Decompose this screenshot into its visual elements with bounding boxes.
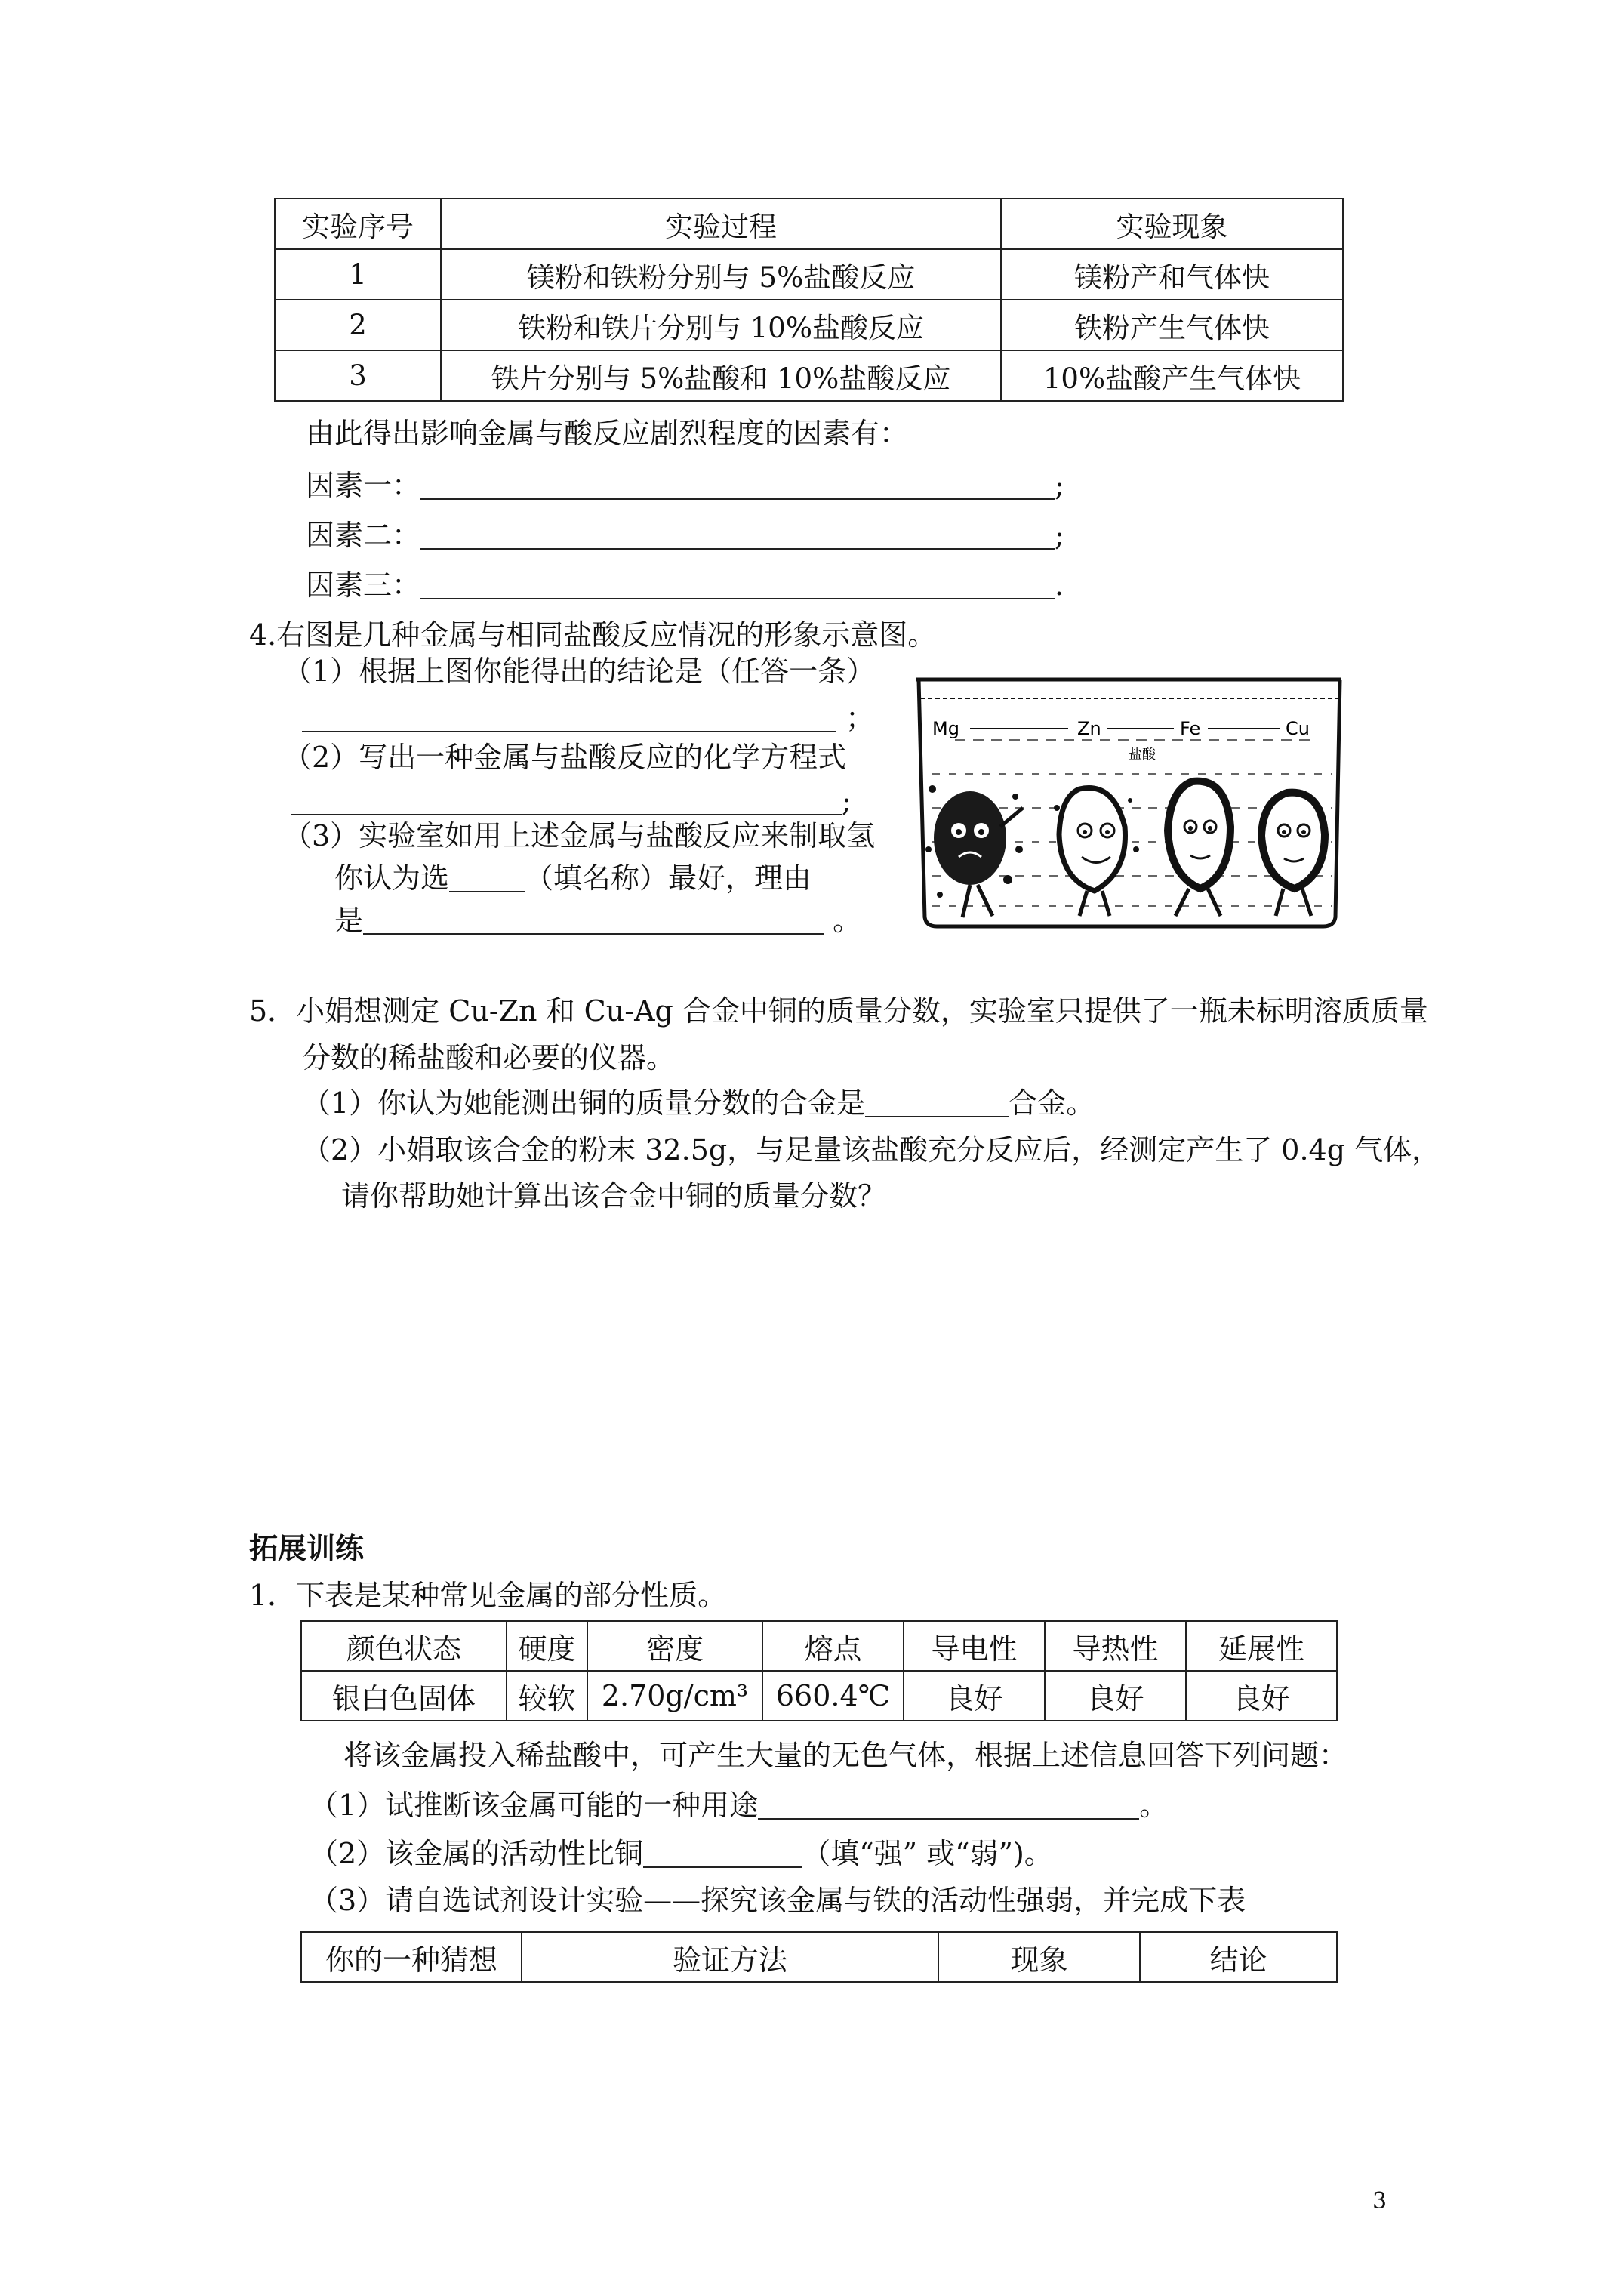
- mg-label: Mg: [932, 718, 959, 739]
- punct: .: [1055, 569, 1064, 602]
- text: （1）你认为她能测出铜的质量分数的合金是: [302, 1086, 866, 1120]
- q4-part3-line2: [334, 861, 812, 895]
- text: 是: [334, 904, 364, 937]
- text: （填“强” 或“弱”)。: [802, 1837, 1053, 1870]
- table-cell: 铁粉和铁片分别与 10%盐酸反应: [441, 300, 1001, 350]
- answer-blank[interactable]: [302, 702, 836, 732]
- answer-blank[interactable]: [449, 862, 525, 892]
- q5-part1: [302, 1086, 1095, 1120]
- q5-part2-line2: 请你帮助她计算出该合金中铜的质量分数？: [341, 1179, 887, 1213]
- zn-label: Zn: [1077, 718, 1101, 739]
- experiment-table: [274, 198, 1344, 402]
- table-header: 你的一种猜想: [301, 1932, 522, 1982]
- q5-title: 5．小娟想测定 Cu-Zn 和 Cu-Ag 合金中铜的质量分数，实验室只提供了一瓶未标明溶质质量: [249, 994, 1428, 1028]
- text: 合金。: [1009, 1086, 1095, 1120]
- cu-label: Cu: [1286, 718, 1310, 739]
- answer-blank[interactable]: [865, 1087, 1009, 1117]
- table-header: 验证方法: [522, 1932, 938, 1982]
- text: （填名称）最好，理由: [525, 861, 812, 895]
- answer-blank[interactable]: [420, 470, 1055, 500]
- experiment-design-table: [300, 1931, 1338, 1983]
- ext-lead: 将该金属投入稀盐酸中，可产生大量的无色气体，根据上述信息回答下列问题：: [343, 1739, 1348, 1772]
- factor-3: [306, 569, 1064, 602]
- answer-blank[interactable]: [363, 905, 824, 935]
- text: 。: [833, 904, 862, 937]
- q4-part1: （1）根据上图你能得出的结论是（任答一条）: [283, 655, 876, 688]
- table-header: 实验现象: [1001, 199, 1343, 249]
- q4-title: 4.右图是几种金属与相同盐酸反应情况的形象示意图。: [249, 618, 937, 652]
- answer-blank[interactable]: [420, 519, 1055, 550]
- text: （2）该金属的活动性比铜: [310, 1837, 644, 1870]
- factor-3-label: 因素三：: [306, 569, 421, 602]
- table-cell: 良好: [904, 1671, 1045, 1721]
- cu-character: [1261, 793, 1325, 916]
- text: 。: [1139, 1789, 1169, 1822]
- factors-intro: 由此得出影响金属与酸反应剧烈程度的因素有：: [306, 417, 909, 450]
- table-header: 实验过程: [441, 199, 1001, 249]
- metal-properties-table: [300, 1620, 1338, 1721]
- table-cell: 银白色固体: [301, 1671, 507, 1721]
- factor-2-label: 因素二：: [306, 519, 421, 552]
- ext-q1: 1．下表是某种常见金属的部分性质。: [249, 1579, 727, 1612]
- table-header: 延展性: [1186, 1621, 1337, 1671]
- q4-part2-answer: [291, 784, 852, 818]
- answer-blank[interactable]: [758, 1789, 1139, 1820]
- zn-character: [1054, 788, 1139, 916]
- table-header: 硬度: [507, 1621, 587, 1671]
- table-header: 熔点: [762, 1621, 904, 1671]
- text: （1）试推断该金属可能的一种用途: [310, 1789, 759, 1822]
- q4-part1-answer: [302, 701, 875, 735]
- fe-label: Fe: [1180, 718, 1201, 739]
- table-cell: 铁粉产生气体快: [1001, 300, 1343, 350]
- table-header: 现象: [938, 1932, 1140, 1982]
- table-cell: 良好: [1045, 1671, 1186, 1721]
- text: 你认为选: [334, 861, 450, 895]
- table-cell: 较软: [507, 1671, 587, 1721]
- factor-1: [306, 470, 1064, 500]
- table-cell: 2.70g/cm³: [587, 1671, 762, 1721]
- answer-blank[interactable]: [643, 1838, 802, 1868]
- table-cell: 660.4℃: [762, 1671, 904, 1721]
- q5-part2: （2）小娟取该合金的粉末 32.5g，与足量该盐酸充分反应后，经测定产生了 0.4g 气体，: [302, 1133, 1441, 1166]
- punct: ;: [842, 784, 852, 818]
- fe-character: [1168, 781, 1230, 916]
- table-cell: 镁粉产和气体快: [1001, 249, 1343, 300]
- page-number: 3: [1372, 2188, 1387, 2214]
- table-cell: 2: [275, 300, 441, 350]
- ext-part2: [310, 1838, 1053, 1868]
- metals-acid-figure: [910, 676, 1347, 932]
- q4-part3: （3）实验室如用上述金属与盐酸反应来制取氢: [283, 819, 876, 852]
- table-header: 导热性: [1045, 1621, 1186, 1671]
- table-header: 密度: [587, 1621, 762, 1671]
- q4-part3-line3: [334, 905, 861, 935]
- punct: ;: [1055, 519, 1064, 552]
- acid-label: 盐酸: [1129, 747, 1156, 763]
- table-header: 导电性: [904, 1621, 1045, 1671]
- q5-title-line2: 分数的稀盐酸和必要的仪器。: [302, 1041, 676, 1074]
- factor-2: [306, 519, 1064, 550]
- factor-1-label: 因素一：: [306, 469, 421, 502]
- answer-blank[interactable]: [420, 569, 1055, 599]
- table-header: 结论: [1140, 1932, 1337, 1982]
- section-heading: 拓展训练: [249, 1532, 365, 1565]
- table-cell: 铁片分别与 5%盐酸和 10%盐酸反应: [441, 350, 1001, 401]
- punct: ;: [1055, 469, 1064, 502]
- ext-part3: （3）请自选试剂设计实验——探究该金属与铁的活动性强弱，并完成下表: [310, 1884, 1246, 1917]
- table-cell: 镁粉和铁粉分别与 5%盐酸反应: [441, 249, 1001, 300]
- q4-part2: （2）写出一种金属与盐酸反应的化学方程式: [283, 741, 847, 774]
- table-cell: 1: [275, 249, 441, 300]
- table-cell: 10%盐酸产生气体快: [1001, 350, 1343, 401]
- ext-part1: [310, 1789, 1168, 1820]
- answer-blank[interactable]: [291, 785, 842, 815]
- table-cell: 良好: [1186, 1671, 1337, 1721]
- table-header: 实验序号: [275, 199, 441, 249]
- mg-character: [925, 785, 1023, 917]
- punct: ；: [845, 701, 875, 735]
- table-header: 颜色状态: [301, 1621, 507, 1671]
- table-cell: 3: [275, 350, 441, 401]
